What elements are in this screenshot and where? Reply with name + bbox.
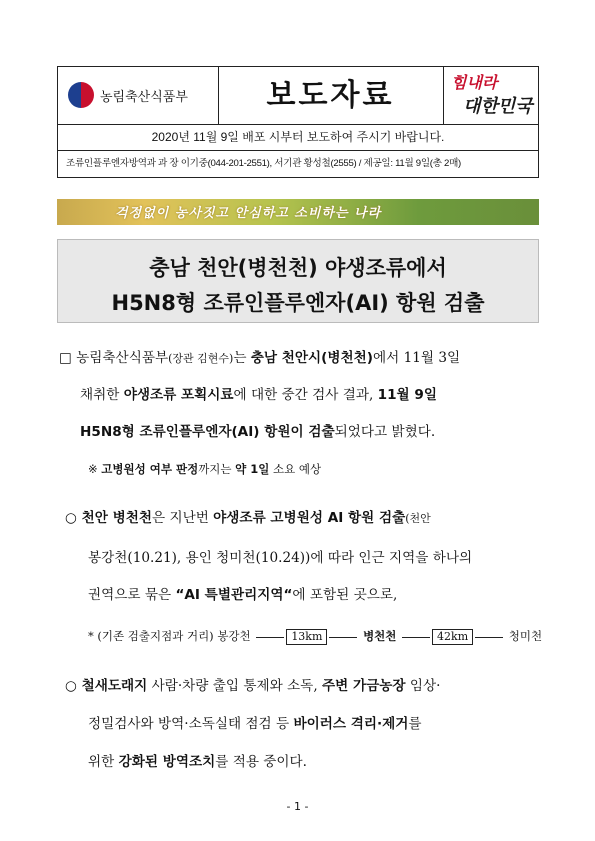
headline-box: [57, 239, 539, 323]
contact-info: 조류인플루엔자방역과 과 장 이기중(044-201-2551), 서기관 황성철(2555) / 제공일: 11월 9일(총 2매): [66, 158, 461, 169]
paragraph2-line1: ○ 천안 병천천은 지난번 야생조류 고병원성 AI 항원 검출(천안: [65, 510, 431, 526]
slogan-line2: 대한민국: [463, 96, 533, 117]
right-arrow-icon: [329, 637, 357, 638]
paragraph3-line1: ○ 철새도래지 사람·차량 출입 통제와 소독, 주변 가금농장 임상·: [65, 678, 441, 694]
paragraph1-line2: 채취한 야생조류 포획시료에 대한 중간 검사 결과, 11월 9일: [80, 387, 438, 403]
paragraph3-line2: 정밀검사와 방역·소독실태 점검 등 바이러스 격리·제거를: [88, 716, 422, 732]
paragraph1-line1: □ 농림축산식품부(장관 김현수)는 충남 천안시(병천천)에서 11월 3일: [59, 350, 461, 366]
left-arrow-icon: [402, 637, 430, 638]
right-arrow-icon: [475, 637, 503, 638]
headline-line2: H5N8형 조류인플루엔자(AI) 항원 검출: [111, 291, 485, 315]
square-bullet: □: [59, 350, 72, 366]
paragraph1-line3: H5N8형 조류인플루엔자(AI) 항원이 검출되었다고 밝혔다.: [80, 424, 436, 440]
note-pathogenicity: ※ 고병원성 여부 판정까지는 약 1일 소요 예상: [88, 462, 322, 476]
paragraph3-line3: 위한 강화된 방역조치를 적용 중이다.: [88, 754, 308, 770]
headline-line1: 충남 천안(병천천) 야생조류에서: [149, 256, 447, 280]
embargo-notice: 2020년 11월 9일 배포 시부터 보도하여 주시기 바랍니다.: [58, 124, 538, 151]
slogan-line1: 힘내라: [451, 73, 498, 92]
circle-bullet: ○: [65, 510, 77, 526]
header-top-row: [58, 67, 538, 125]
doc-type-title: 보도자료: [218, 67, 444, 124]
slogan-banner: [57, 199, 539, 225]
distance-box-2: 42km: [432, 629, 473, 645]
government-emblem-icon: [68, 82, 94, 108]
banner-text: 걱정없이 농사짓고 안심하고 소비하는 나라: [115, 206, 382, 221]
ministry-cell: [58, 67, 219, 124]
distance-box-1: 13km: [286, 629, 327, 645]
left-arrow-icon: [256, 637, 284, 638]
slogan-logo: [443, 67, 540, 124]
ministry-name: 농림축산식품부: [100, 89, 188, 104]
paragraph2-line2: 봉강천(10.21), 용인 청미천(10.24))에 따라 인근 지역을 하나의: [88, 550, 473, 566]
press-release-header: [57, 66, 539, 178]
circle-bullet: ○: [65, 678, 77, 694]
note-distance: * (기존 검출지점과 거리) 봉강천 13km 병천천 42km 청미천: [88, 629, 543, 643]
paragraph2-line3: 권역으로 묶은 “AI 특별관리지역“에 포함된 곳으로,: [88, 587, 398, 603]
page-number: - 1 -: [286, 800, 309, 813]
